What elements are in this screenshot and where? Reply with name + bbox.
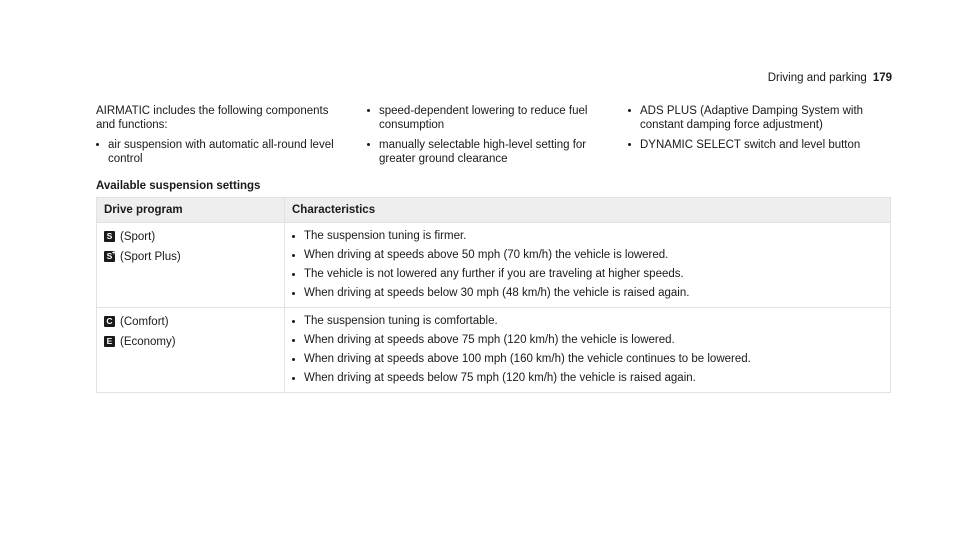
intro-list-1 [96, 138, 346, 166]
list-item: air suspension with automatic all-round level control [96, 138, 346, 166]
intro-list-3 [628, 104, 878, 152]
drive-program-cell [97, 223, 285, 308]
mode-entry [104, 229, 277, 244]
mode-entry [104, 314, 277, 329]
sport-mode-icon: S [104, 231, 115, 242]
list-item: When driving at speeds above 50 mph (70 km/h) the vehicle is lowered. [292, 248, 883, 262]
mode-label: (Comfort) [120, 315, 169, 328]
economy-mode-icon: E [104, 336, 115, 347]
section-title: Available suspension settings [96, 180, 261, 192]
comfort-mode-icon: C [104, 316, 115, 327]
mode-label: (Sport) [120, 230, 156, 243]
table-row [97, 308, 891, 393]
list-item: The vehicle is not lowered any further if you are traveling at higher speeds. [292, 267, 883, 281]
mode-label: (Economy) [120, 335, 176, 348]
intro-column-2 [367, 104, 617, 172]
list-item: speed-dependent lowering to reduce fuel consumption [367, 104, 617, 132]
mode-label: (Sport Plus) [120, 250, 181, 263]
characteristics-cell [285, 223, 891, 308]
column-header-characteristics: Characteristics [285, 198, 891, 223]
intro-list-2 [367, 104, 617, 166]
page-number: 179 [872, 72, 892, 84]
intro-column-1 [96, 104, 346, 172]
intro-text: AIRMATIC includes the following components and functions: [96, 105, 329, 131]
intro-column-3 [628, 104, 878, 158]
characteristics-list [292, 314, 883, 385]
section-header-title: Driving and parking [767, 72, 867, 84]
list-item: The suspension tuning is comfortable. [292, 314, 883, 328]
column-header-drive-program: Drive program [97, 198, 285, 223]
suspension-settings-table [96, 197, 891, 393]
list-item: manually selectable high-level setting for greater ground clearance [367, 138, 617, 166]
list-item: When driving at speeds above 75 mph (120 km/h) the vehicle is lowered. [292, 333, 883, 347]
list-item: The suspension tuning is firmer. [292, 229, 883, 243]
drive-program-cell [97, 308, 285, 393]
list-item: When driving at speeds above 100 mph (160 km/h) the vehicle continues to be lowered. [292, 352, 883, 366]
list-item: When driving at speeds below 30 mph (48 km/h) the vehicle is raised again. [292, 286, 883, 300]
characteristics-list [292, 229, 883, 300]
list-item: When driving at speeds below 75 mph (120 km/h) the vehicle is raised again. [292, 371, 883, 385]
list-item: ADS PLUS (Adaptive Damping System with constant damping force adjustment) [628, 104, 878, 132]
list-item: DYNAMIC SELECT switch and level button [628, 138, 878, 152]
characteristics-cell [285, 308, 891, 393]
page-header [768, 71, 892, 85]
mode-entry [104, 249, 277, 264]
mode-entry [104, 334, 277, 349]
table-header-row [97, 198, 891, 223]
sport-plus-mode-icon: S + [104, 251, 115, 262]
table-row [97, 223, 891, 308]
